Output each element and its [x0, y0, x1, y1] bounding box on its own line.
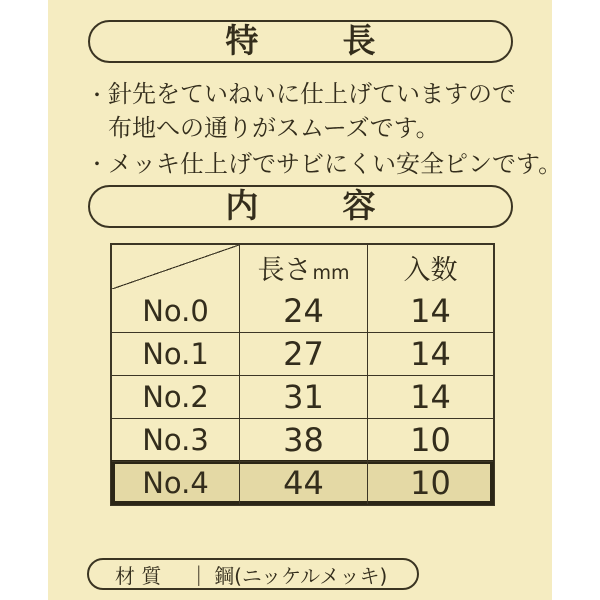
material-separator: |: [195, 562, 203, 586]
feature-text: メッキ仕上げでサビにくい安全ピンです。: [108, 149, 563, 178]
bullet-dot: ・: [87, 152, 107, 176]
bullet-dot: ・: [87, 82, 107, 107]
row-length: 31: [283, 378, 324, 416]
row-label: No.1: [142, 337, 209, 371]
table-row: [112, 332, 493, 375]
count-header-label: 入数: [403, 254, 458, 286]
row-count: 14: [410, 378, 451, 416]
features-title: 特長: [225, 21, 460, 60]
material-label: 材 質: [115, 563, 162, 588]
table-rows: [112, 289, 493, 504]
row-count: 10: [410, 421, 451, 459]
row-length: 44: [283, 464, 324, 502]
features-section-header: [88, 20, 513, 63]
row-label: No.2: [142, 380, 209, 414]
row-label: No.0: [142, 293, 209, 328]
table-row: [112, 289, 493, 332]
feature-line: [86, 148, 563, 182]
feature-text: 布地への通りがスムーズです。: [108, 113, 440, 142]
table-header-row: [112, 245, 493, 289]
row-length: 27: [283, 335, 324, 373]
row-length: 38: [283, 421, 324, 459]
table-row: [112, 375, 493, 418]
row-count: 10: [410, 464, 451, 502]
row-count: 14: [410, 291, 451, 330]
feature-text: 針先をていねいに仕上げていますので: [108, 80, 516, 108]
length-header-label: 長さ: [257, 254, 312, 286]
feature-line: [86, 78, 546, 112]
row-label: No.3: [142, 423, 209, 457]
length-header-unit: mm: [312, 261, 350, 284]
material-value: 鋼(ニッケルメッキ): [214, 563, 388, 588]
row-count: 14: [410, 335, 451, 373]
diagonal-header-cell: [112, 245, 239, 289]
table-row: [112, 418, 493, 461]
row-label: No.4: [142, 466, 209, 500]
length-column-header: [239, 245, 367, 289]
table-row: [112, 461, 493, 504]
contents-title: 内容: [225, 186, 460, 225]
contents-section-header: [88, 185, 513, 228]
material-badge: [87, 558, 419, 590]
row-length: 24: [283, 291, 324, 330]
feature-line: [86, 112, 546, 145]
size-table: [110, 243, 495, 506]
count-column-header: [367, 245, 493, 289]
features-list: [86, 78, 563, 181]
